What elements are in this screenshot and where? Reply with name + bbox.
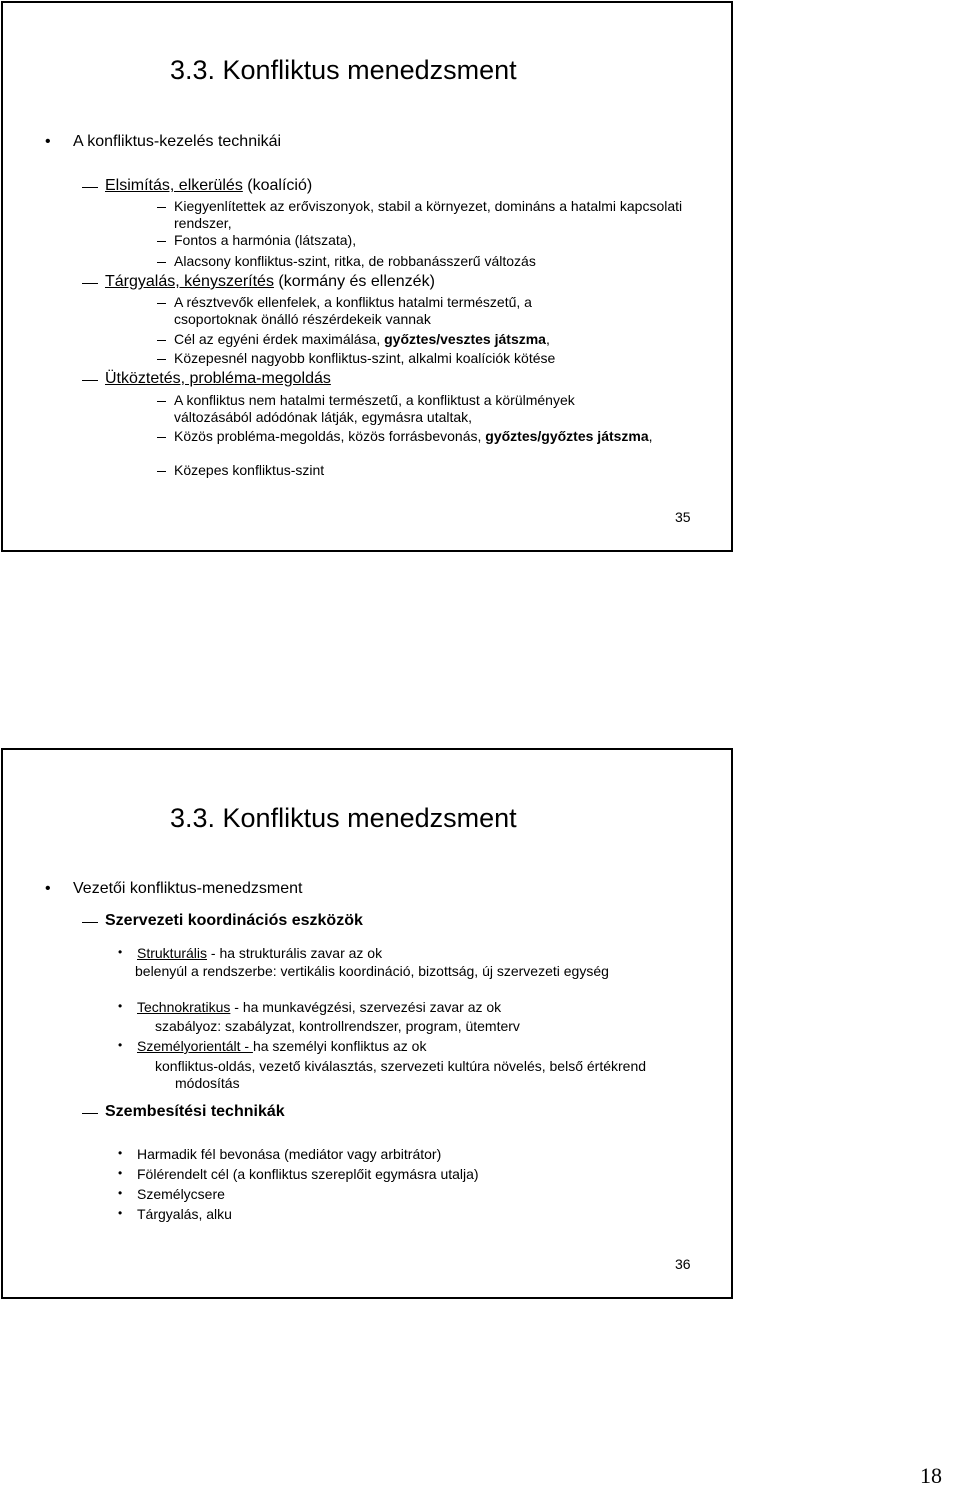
subheading: Szembesítési technikák (105, 1103, 285, 1120)
list-item-detail: belenyúl a rendszerbe: vertikális koordináció, bizottság, új szervezeti egység (135, 963, 609, 979)
dash-icon (157, 437, 166, 438)
dash-icon (157, 303, 166, 304)
page-number: 18 (920, 1463, 942, 1488)
list-item: Cél az egyéni érdek maximálása, győztes/vesztes játszma, (174, 331, 550, 347)
dash-icon (157, 241, 166, 242)
list-item: Közepes konfliktus-szint (174, 462, 325, 478)
dash-icon (82, 1113, 98, 1114)
list-item: Fontos a harmónia (látszata), (174, 232, 357, 248)
bullet-icon: • (118, 1186, 123, 1200)
list-item: Technokratikus - ha munkavégzési, szervezési zavar az ok (137, 999, 502, 1015)
list-item: Közepesnél nagyobb konfliktus-szint, alkalmi koalíciók kötése (174, 350, 556, 366)
bullet-icon: • (118, 1206, 123, 1220)
bullet-icon: • (118, 1166, 123, 1180)
dash-icon (82, 380, 98, 381)
bullet-icon: • (118, 1038, 123, 1052)
dash-icon (157, 340, 166, 341)
dash-icon (82, 187, 98, 188)
dash-icon (157, 401, 166, 402)
main-bullet: • A konfliktus-kezelés technikái (45, 133, 282, 150)
dash-icon (82, 922, 98, 923)
slide-title: 3.3. Konfliktus menedzsment (170, 55, 517, 85)
list-item: Személyorientált - ha személyi konfliktus az ok (137, 1038, 427, 1054)
dash-icon (157, 359, 166, 360)
list-item: Kiegyenlítettek az erőviszonyok, stabil a környezet, domináns a hatalmi kapcsolati rendszer, (174, 198, 683, 231)
main-bullet: • Vezetői konfliktus-menedzsment (45, 880, 303, 897)
subheading: Ütköztetés, probléma-megoldás (105, 370, 331, 387)
bullet-icon: • (118, 945, 123, 959)
slide-number: 35 (675, 509, 691, 525)
subheading: Elsimítás, elkerülés (koalíció) (105, 177, 313, 194)
list-item: Harmadik fél bevonása (mediátor vagy arbitrátor) (137, 1146, 442, 1162)
list-item: Strukturális - ha strukturális zavar az ok (137, 945, 383, 961)
bullet-icon: • (118, 999, 123, 1013)
subheading: Tárgyalás, kényszerítés (kormány és ellenzék) (105, 273, 435, 290)
list-item-detail: konfliktus-oldás, vezető kiválasztás, szervezeti kultúra növelés, belső értékrend módosítás (155, 1058, 647, 1091)
list-item: Közös probléma-megoldás, közös forrásbevonás, győztes/győztes játszma, (174, 428, 653, 444)
list-item-detail: szabályoz: szabályzat, kontrollrendszer, program, ütemterv (155, 1018, 520, 1034)
slide-number: 36 (675, 1256, 691, 1272)
bullet-icon: • (45, 133, 51, 150)
list-item: A résztvevők ellenfelek, a konfliktus hatalmi természetű, a csoportoknak önálló részérdekeik vannak (174, 294, 532, 327)
list-item: Alacsony konfliktus-szint, ritka, de robbanásszerű változás (174, 253, 536, 269)
list-item: Fölérendelt cél (a konfliktus szereplőit egymásra utalja) (137, 1166, 479, 1182)
dash-icon (157, 471, 166, 472)
bullet-icon: • (45, 880, 51, 897)
dash-icon (157, 207, 166, 208)
slide-title: 3.3. Konfliktus menedzsment (170, 803, 517, 833)
dash-icon (82, 283, 98, 284)
dash-icon (157, 262, 166, 263)
subheading: Szervezeti koordinációs eszközök (105, 912, 363, 929)
list-item: Személycsere (137, 1186, 225, 1202)
list-item: A konfliktus nem hatalmi természetű, a konfliktust a körülmények változásából adódónak látják, egymásra utaltak, (174, 392, 575, 425)
bullet-icon: • (118, 1146, 123, 1160)
list-item: Tárgyalás, alku (137, 1206, 232, 1222)
